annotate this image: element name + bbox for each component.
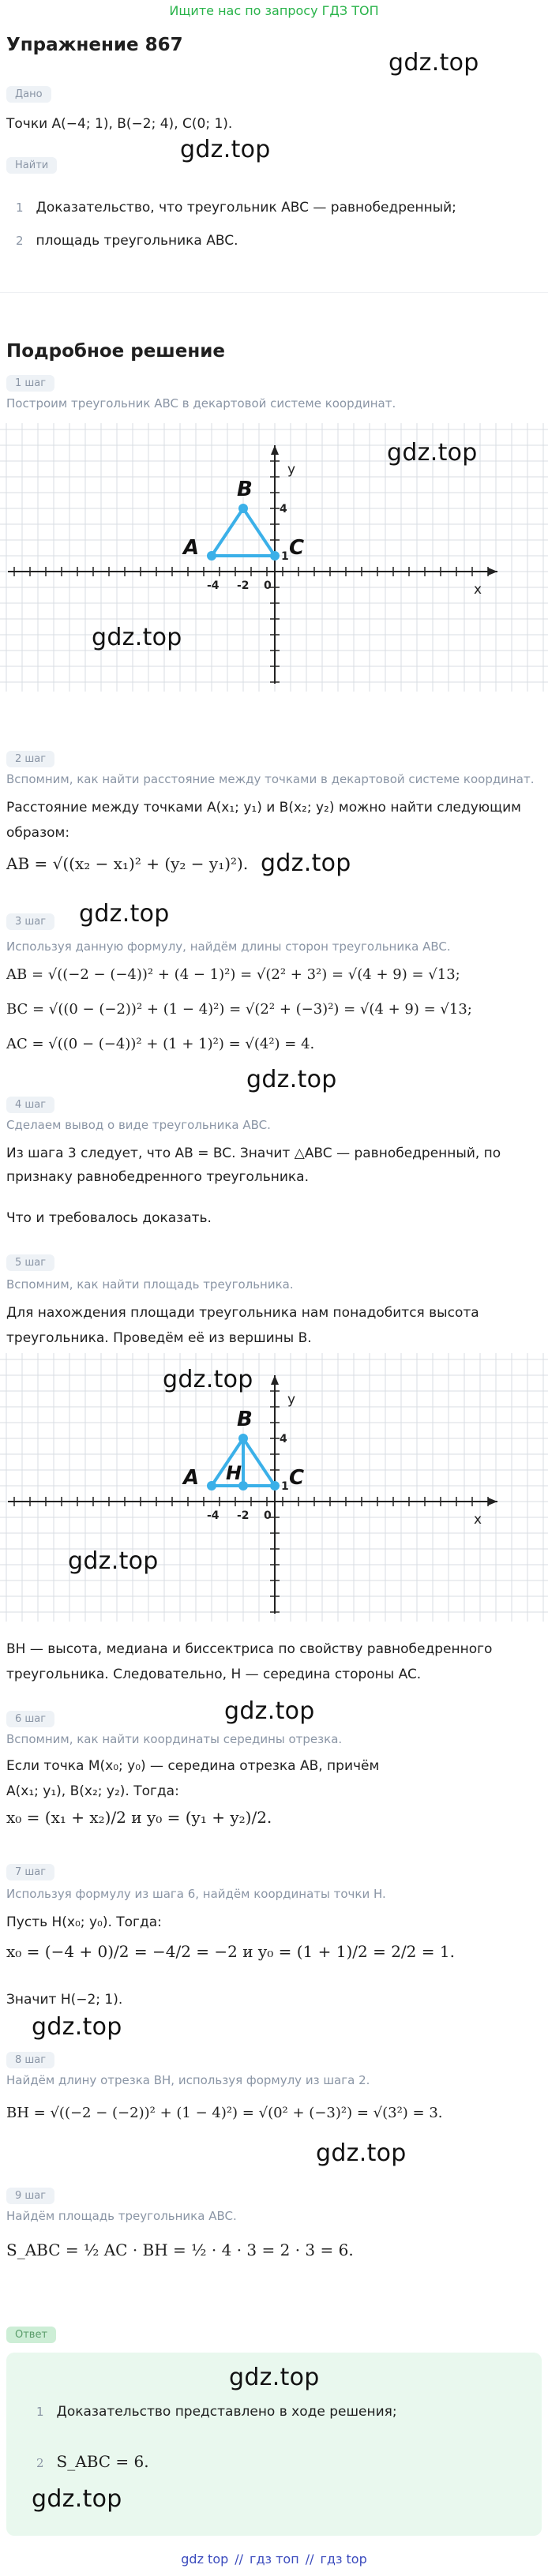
- step-tag: 4 шаг: [6, 1097, 54, 1113]
- watermark: gdz.top: [68, 1547, 159, 1575]
- step-text: признаку равнобедренного треугольника.: [6, 1169, 309, 1185]
- step-hint: Используя данную формулу, найдём длины сторон треугольника ABC.: [6, 939, 451, 954]
- find-item-2: 2 площадь треугольника ABC.: [16, 233, 238, 249]
- given-text: Точки A(−4; 1), B(−2; 4), C(0; 1).: [6, 116, 233, 132]
- distance-formula: AB = √((x₂ − x₁)² + (y₂ − y₁)²).: [6, 854, 249, 873]
- step-text: Что и требовалось доказать.: [6, 1210, 212, 1226]
- point-label-c: C: [289, 1466, 305, 1490]
- tick-label: 0: [264, 579, 272, 592]
- x-axis-label: x: [474, 1512, 482, 1528]
- point-a: [207, 1481, 216, 1490]
- step-tag: 6 шаг: [6, 1711, 54, 1727]
- solution-heading: Подробное решение: [6, 341, 225, 362]
- step-text: Если точка M(x₀; y₀) — середина отрезка AB, причём: [6, 1758, 380, 1774]
- tick-label: 4: [280, 1433, 287, 1445]
- step-text: треугольника. Проведём её из вершины B.: [6, 1330, 312, 1346]
- step-text: образом:: [6, 825, 70, 841]
- point-label-b: B: [237, 478, 253, 501]
- top-link[interactable]: Ищите нас по запросу ГДЗ ТОП: [169, 3, 379, 18]
- tick-label: -2: [237, 1509, 250, 1522]
- step-tag: 5 шаг: [6, 1254, 54, 1271]
- step-text: Расстояние между точками A(x₁; y₁) и B(x₂; y₂) можно найти следующим: [6, 800, 521, 816]
- tick-label: 0: [264, 1509, 272, 1522]
- tick-label: -4: [207, 579, 220, 592]
- point-b: [238, 1434, 248, 1443]
- step-text: A(x₁; y₁), B(x₂; y₂). Тогда:: [6, 1783, 179, 1799]
- point-b: [238, 504, 248, 513]
- formula-ab: AB = √((−2 − (−4))² + (4 − 1)²) = √(2² + 3²) = √(4 + 9) = √13;: [6, 966, 460, 983]
- coordinate-graph-height: [0, 1353, 548, 1622]
- footer-link[interactable]: гдз топ: [250, 2552, 299, 2567]
- find-item-1: 1 Доказательство, что треугольник ABC — равнобедренный;: [16, 200, 456, 216]
- tick-label: 1: [281, 550, 289, 563]
- area-formula: S_ABC = ½ AC · BH = ½ · 4 · 3 = 2 · 3 = 6.: [6, 2240, 354, 2259]
- point-label-b: B: [237, 1408, 253, 1431]
- step-hint: Найдём площадь треугольника ABC.: [6, 2209, 237, 2223]
- step-tag: 9 шаг: [6, 2188, 54, 2204]
- watermark: gdz.top: [229, 2364, 320, 2391]
- watermark: gdz.top: [387, 439, 478, 467]
- y-axis-label: y: [287, 1392, 296, 1408]
- footer-link[interactable]: гдз top: [320, 2552, 367, 2567]
- step-hint: Сделаем вывод о виде треугольника ABC.: [6, 1118, 271, 1132]
- point-label-c: C: [289, 536, 305, 560]
- footer-link[interactable]: gdz top: [181, 2552, 229, 2567]
- step-text: Пусть H(x₀; y₀). Тогда:: [6, 1914, 162, 1930]
- watermark: gdz.top: [79, 900, 170, 928]
- step-hint: Вспомним, как найти расстояние между точками в декартовой системе координат.: [6, 772, 535, 786]
- step-hint: Используя формулу из шага 6, найдём координаты точки H.: [6, 1887, 386, 1901]
- tick-label: -4: [207, 1509, 220, 1522]
- step-hint: Построим треугольник ABC в декартовой системе координат.: [6, 396, 396, 411]
- point-c: [270, 551, 280, 561]
- step-hint: Вспомним, как найти площадь треугольника.: [6, 1277, 294, 1292]
- point-c: [270, 1481, 280, 1490]
- step-tag: 8 шаг: [6, 2052, 54, 2068]
- answer-item-1: 1 Доказательство представлено в ходе решения;: [36, 2404, 397, 2420]
- watermark: gdz.top: [261, 849, 351, 877]
- midpoint-formula: x₀ = (x₁ + x₂)/2 и y₀ = (y₁ + y₂)/2.: [6, 1808, 272, 1827]
- step-tag: 1 шаг: [6, 375, 54, 392]
- y-axis-arrow: [271, 1375, 279, 1385]
- tick-label: 4: [280, 503, 287, 516]
- bh-formula: BH = √((−2 − (−2))² + (1 − 4)²) = √(0² + (−3)²) = √(3²) = 3.: [6, 2105, 443, 2121]
- step-text: треугольника. Следовательно, H — середина стороны AC.: [6, 1667, 422, 1682]
- formula-ac: AC = √((0 − (−4))² + (1 + 1)²) = √(4²) = 4.: [6, 1036, 315, 1052]
- watermark: gdz.top: [246, 1066, 337, 1093]
- x-axis-label: x: [474, 582, 482, 598]
- tick-label: 1: [281, 1480, 289, 1493]
- watermark: gdz.top: [32, 2013, 122, 2041]
- formula-bc: BC = √((0 − (−2))² + (1 − 4)²) = √(2² + (−3)²) = √(4 + 9) = √13;: [6, 1001, 472, 1018]
- given-tag: Дано: [6, 86, 51, 103]
- step-tag: 7 шаг: [6, 1864, 54, 1880]
- point-label-a: A: [183, 1466, 200, 1490]
- point-label-a: A: [183, 536, 200, 560]
- step-text: BH — высота, медиана и биссектриса по свойству равнобедренного: [6, 1641, 493, 1657]
- step-hint: Вспомним, как найти координаты середины отрезка.: [6, 1732, 343, 1746]
- watermark: gdz.top: [92, 624, 182, 651]
- answer-tag: Ответ: [6, 2327, 56, 2343]
- step-hint: Найдём длину отрезка BH, используя формулу из шага 2.: [6, 2073, 370, 2087]
- step-text: Из шага 3 следует, что AB = BC. Значит △ABC — равнобедренный, по: [6, 1146, 501, 1161]
- watermark: gdz.top: [163, 1366, 253, 1393]
- watermark: gdz.top: [388, 49, 479, 77]
- step-tag: 2 шаг: [6, 751, 54, 767]
- step-text: Для нахождения площади треугольника нам понадобится высота: [6, 1305, 479, 1321]
- point-label-h: H: [226, 1462, 242, 1484]
- step-text: Значит H(−2; 1).: [6, 1992, 123, 2008]
- watermark: gdz.top: [316, 2139, 407, 2167]
- watermark: gdz.top: [32, 2485, 122, 2513]
- footer-links: gdz top // гдз топ // гдз top: [181, 2552, 367, 2567]
- y-axis-label: y: [287, 462, 296, 478]
- divider: [0, 292, 548, 293]
- step-tag: 3 шаг: [6, 913, 54, 930]
- watermark: gdz.top: [180, 136, 271, 163]
- page-title: Упражнение 867: [6, 35, 183, 55]
- find-tag: Найти: [6, 157, 57, 174]
- watermark: gdz.top: [224, 1697, 315, 1725]
- tick-label: -2: [237, 579, 250, 592]
- point-a: [207, 551, 216, 561]
- y-axis-arrow: [271, 445, 279, 455]
- h-coordinates-formula: x₀ = (−4 + 0)/2 = −4/2 = −2 и y₀ = (1 + 1)/2 = 2/2 = 1.: [6, 1942, 455, 1961]
- answer-item-2: 2 S_ABC = 6.: [36, 2452, 149, 2471]
